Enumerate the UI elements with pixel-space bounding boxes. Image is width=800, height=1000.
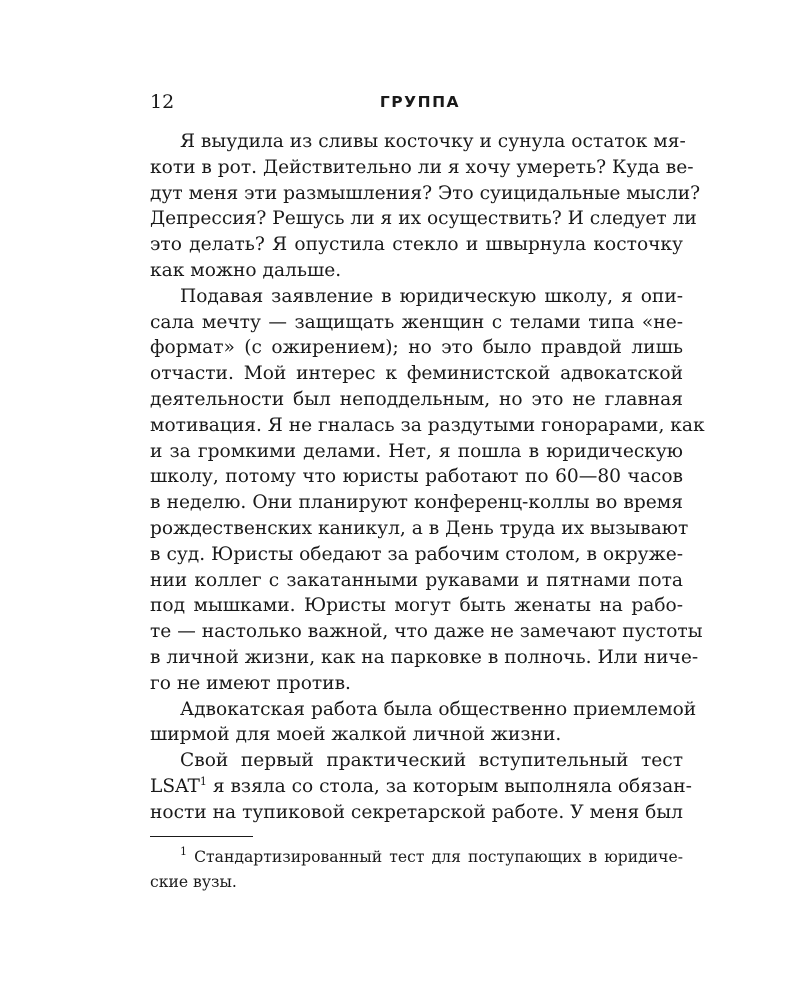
text-line: в личной жизни, как на парковке в полночь. Или ниче-	[150, 646, 699, 668]
text-line: нии коллег с закатанными рукавами и пятнами пота	[150, 569, 683, 591]
footnote	[150, 845, 683, 895]
text-line: ности на тупиковой секретарской работе. У меня был	[150, 801, 683, 823]
footnote-reference[interactable]: 1	[199, 774, 207, 788]
lsat-abbreviation: LSAT	[150, 775, 200, 797]
footnote-text-2: ские вузы.	[150, 873, 237, 891]
text-line: отчасти. Мой интерес к феминистской адвокатской	[150, 363, 683, 385]
body-text	[150, 129, 705, 826]
text-line: коти в рот. Действительно ли я хочу умереть? Куда ве-	[150, 156, 694, 178]
text-line: те — настолько важной, что даже не замечают пустоты	[150, 621, 703, 643]
text-line: го не имеют против.	[150, 672, 351, 694]
running-title: ГРУППА	[379, 93, 461, 111]
footnote-line	[150, 845, 683, 870]
text-line: рождественских каникул, а в День труда их вызывают	[150, 517, 689, 539]
page-number: 12	[150, 91, 175, 113]
text-line: деятельности был неподдельным, но это не главная	[150, 388, 683, 410]
text-line: сала мечту — защищать женщин с телами типа «не-	[150, 311, 683, 333]
text-line: ширмой для моей жалкой личной жизни.	[150, 724, 562, 746]
text-line: школу, потому что юристы работают по 60—80 часов	[150, 466, 683, 488]
text-line: под мышками. Юристы могут быть женаты на рабо-	[150, 595, 683, 617]
text-line: в суд. Юристы обедают за рабочим столом, в окруже-	[150, 543, 683, 565]
text-line: Адвокатская работа была общественно приемлемой	[180, 698, 697, 720]
footnote-marker: 1	[180, 845, 187, 858]
text-line: дут меня эти размышления? Это суицидальные мысли?	[150, 182, 701, 204]
footnote-text-1: Стандартизированный тест для поступающих в юридиче-	[194, 848, 683, 866]
text-line: Подавая заявление в юридическую школу, я опи-	[180, 285, 683, 307]
text-line: в неделю. Они планируют конференц-коллы во время	[150, 492, 683, 514]
text-line: мотивация. Я не гналась за раздутыми гонорарами, как	[150, 414, 705, 436]
text-line: и за громкими делами. Нет, я пошла в юридическую	[150, 440, 683, 462]
footnote-separator	[150, 836, 253, 837]
text-line: как можно дальше.	[150, 259, 342, 281]
text-line-lsat	[150, 774, 692, 800]
text-line: Я выудила из сливы косточку и сунула остаток мя-	[180, 131, 686, 152]
text-line: Депрессия? Решусь ли я их осуществить? И следует ли	[150, 208, 697, 230]
text-line: Свой первый практический вступительный тест	[180, 750, 683, 772]
lsat-line-rest: я взяла со стола, за которым выполняла обязан-	[212, 775, 692, 797]
text-line: формат» (с ожирением); но это было правдой лишь	[150, 337, 683, 359]
text-line: это делать? Я опустила стекло и швырнула косточку	[150, 234, 683, 256]
